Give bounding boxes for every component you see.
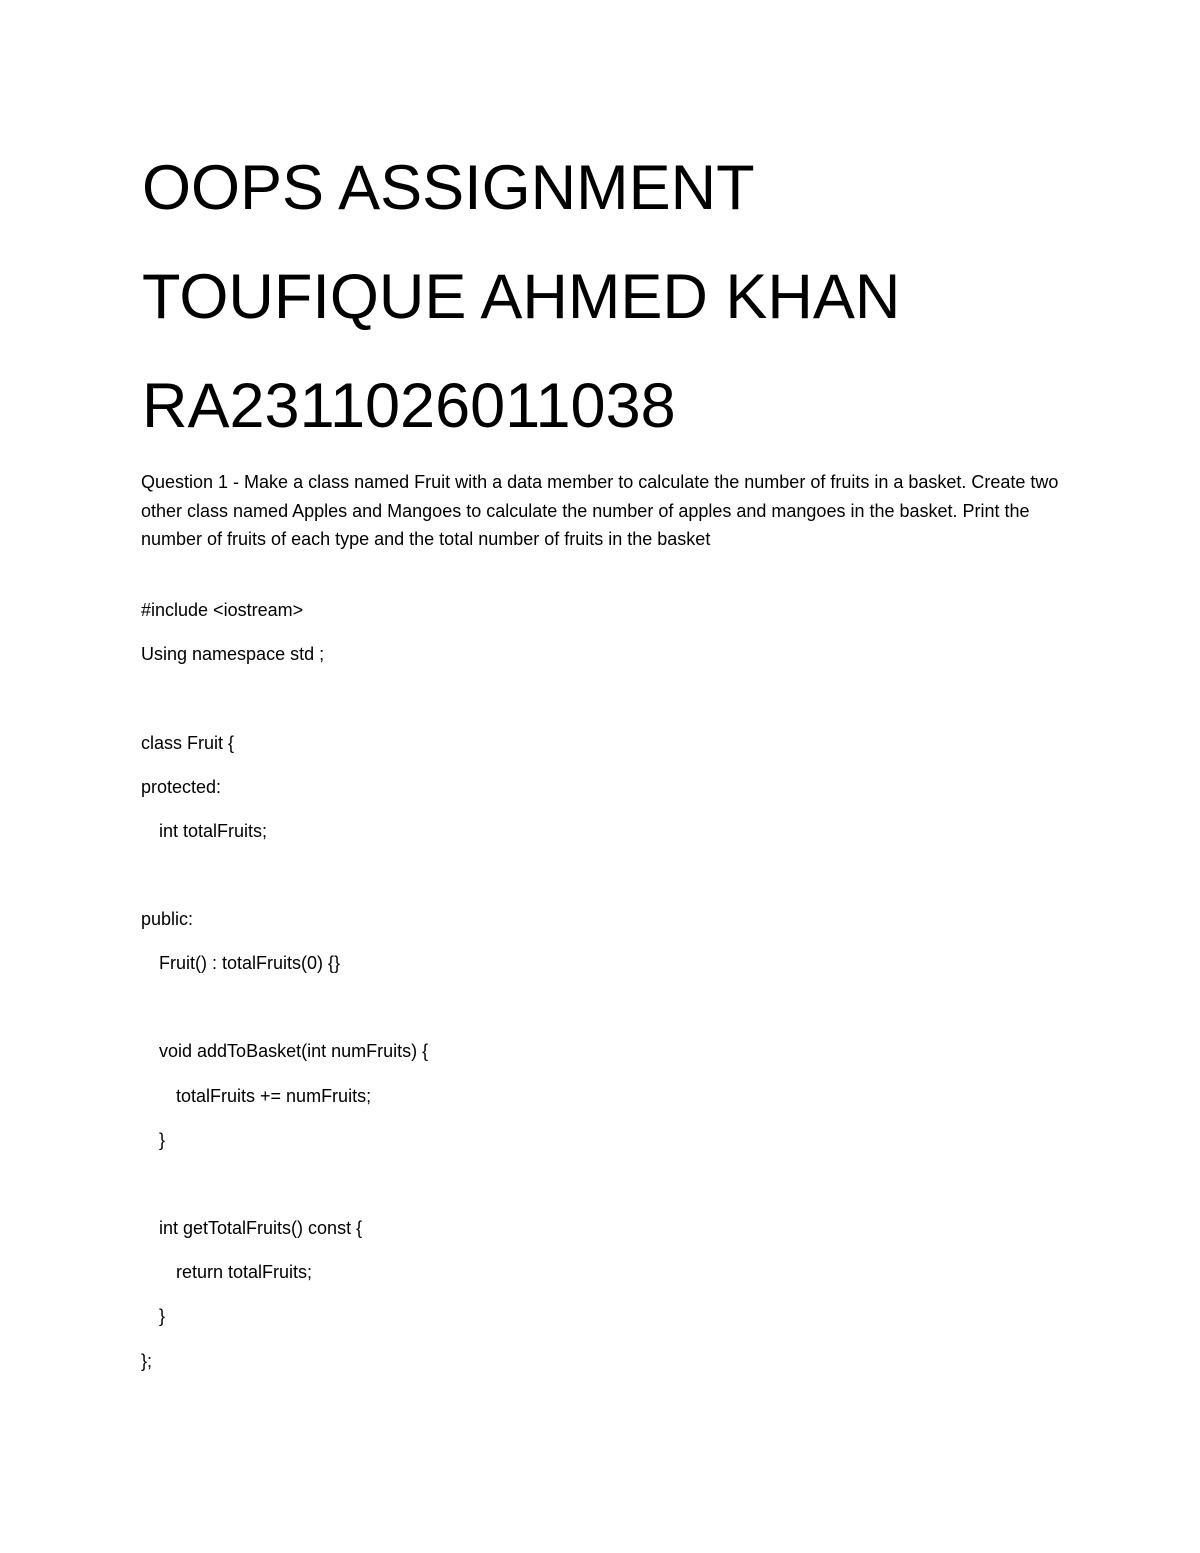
- code-line: void addToBasket(int numFruits) {: [159, 1041, 429, 1061]
- code-line: protected:: [141, 777, 222, 797]
- code-line: #include <iostream>: [141, 600, 304, 620]
- registration-number: RA2311026011038: [142, 371, 676, 441]
- question-text: Question 1 - Make a class named Fruit with a data member to calculate the number of fruits in a basket. Create two other class named Apples and Mangoes to calculate the number of apples and mangoes in the basket. Print the number of fruits of each type and the total number of fruits in the basket: [141, 472, 1059, 549]
- code-line: };: [141, 1351, 153, 1371]
- code-line: Fruit() : totalFruits(0) {}: [159, 953, 341, 973]
- code-line: Using namespace std ;: [141, 644, 325, 664]
- code-line: int totalFruits;: [159, 821, 268, 841]
- code-line: int getTotalFruits() const {: [159, 1218, 363, 1238]
- code-line: }: [159, 1306, 166, 1326]
- assignment-title: OOPS ASSIGNMENT: [142, 153, 755, 223]
- code-line: totalFruits += numFruits;: [176, 1086, 372, 1106]
- code-line: public:: [141, 909, 194, 929]
- code-line: class Fruit {: [141, 733, 235, 753]
- student-name: TOUFIQUE AHMED KHAN: [142, 262, 901, 332]
- code-line: }: [159, 1130, 166, 1150]
- code-line: return totalFruits;: [176, 1262, 313, 1282]
